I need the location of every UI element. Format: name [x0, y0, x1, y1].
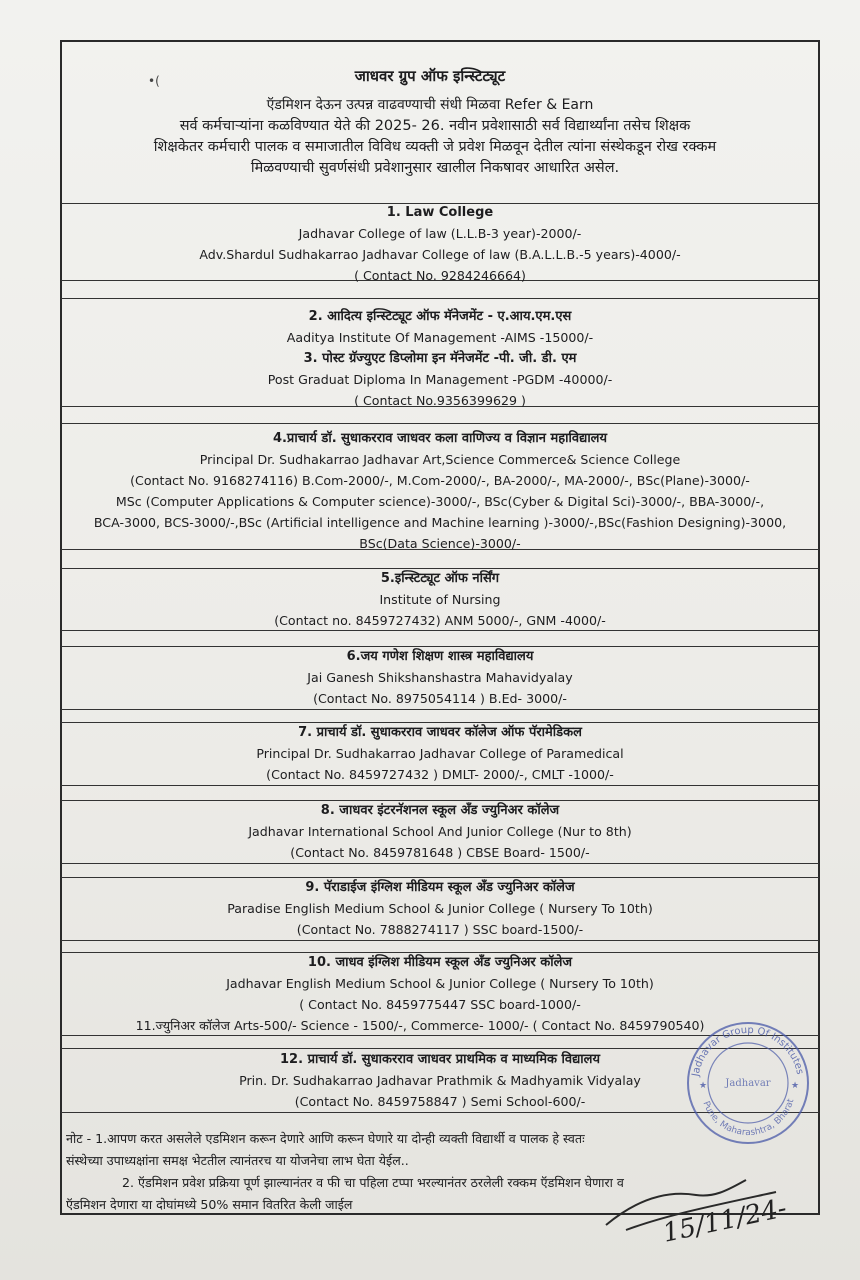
section-line: Jadhavar English Medium School & Junior College ( Nursery To 10th) — [226, 976, 654, 991]
section-line: (Contact no. 8459727432) ANM 5000/-, GNM -4000/- — [274, 613, 606, 628]
signature-date: 15/11/24- — [660, 1193, 790, 1249]
section-line: 11.ज्युनिअर कॉलेज Arts-500/- Science - 1500/-, Commerce- 1000/- ( Contact No. 8459790540) — [135, 1018, 705, 1033]
note-line: संस्थेच्या उपाध्यक्षांना समक्ष भेटतील त्यानंतरच या योजनेचा लाभ घेता येईल.. — [66, 1153, 409, 1168]
section-line: ( Contact No. 8459775447 SSC board-1000/- — [299, 997, 581, 1012]
section-line: (Contact No. 9168274116) B.Com-2000/-, M.Com-2000/-, BA-2000/-, MA-2000/-, BSc(Plane)-3000/- — [130, 473, 750, 488]
section-subtitle: 3. पोस्ट ग्रॅज्युएट डिप्लोमा इन मॅनेजमेंट -पी. जी. डी. एम — [303, 351, 577, 366]
section-aims-pgdm — [61, 306, 819, 411]
section-line: (Contact No. 8459758847 ) Semi School-600/- — [294, 1094, 586, 1109]
section-line: BCA-3000, BCS-3000/-,BSc (Artificial intelligence and Machine learning )-3000/-,BSc(Fashion Designing)-3000, — [93, 515, 787, 530]
section-line: (Contact No. 8459727432 ) DMLT- 2000/-, CMLT -1000/- — [266, 767, 614, 782]
section-b-ed — [61, 646, 819, 709]
section-title: 9. पॅराडाईज इंग्लिश मीडियम स्कूल अँड ज्युनिअर कॉलेज — [305, 880, 575, 895]
section-title: 5.इन्स्टिट्यूट ऑफ नर्सिंग — [380, 571, 500, 586]
star-icon: ★ — [791, 1081, 800, 1091]
section-title: 2. आदित्य इन्स्टिट्यूट ऑफ मॅनेजमेंट - ए.आय.एम.एस — [308, 309, 572, 324]
stamp-place: Pune, Maharashtra, Bharat — [700, 1097, 797, 1139]
star-icon: ★ — [699, 1081, 708, 1091]
section-line: Jai Ganesh Shikshanshastra Mahavidyalay — [307, 670, 573, 685]
section-line: Principal Dr. Sudhakarrao Jadhavar Art,Science Commerce& Science College — [199, 452, 681, 467]
divider — [61, 423, 819, 424]
intro-paragraph — [90, 116, 780, 179]
section-line: Aaditya Institute Of Management -AIMS -15000/- — [286, 330, 594, 345]
document-subtitle: ऍडमिशन देऊन उत्पन्न वाढवण्याची संधी मिळवा Refer & Earn — [266, 97, 594, 113]
intro-line: सर्व कर्मचाऱ्यांना कळविण्यात येते की 2025- 26. नवीन प्रवेशासाठी सर्व विद्यार्थ्यांना तसेच शिक्षक — [179, 118, 691, 134]
divider — [61, 940, 819, 941]
section-title: 6.जय गणेश शिक्षण शास्त्र महाविद्यालय — [346, 649, 534, 664]
section-line: Jadhavar International School And Junior College (Nur to 8th) — [248, 824, 632, 839]
section-line: Institute of Nursing — [379, 592, 501, 607]
document-title: जाधवर ग्रुप ऑफ इन्स्टिट्यूट — [354, 67, 506, 85]
section-line: Post Graduat Diploma In Management -PGDM -40000/- — [267, 372, 613, 387]
section-international-school — [61, 800, 819, 863]
note-line: 2. ऍडमिशन प्रवेश प्रक्रिया पूर्ण झाल्यानंतर व फी चा पहिला टप्पा भरल्यानंतर ठरलेली रक्कम ऍडमिशन घेणारा व — [122, 1175, 624, 1190]
stamp-text: Jadhavar Group Of Institutes — [690, 1024, 806, 1078]
section-line: (Contact No. 7888274117 ) SSC board-1500/- — [296, 922, 584, 937]
stray-mark: •( — [148, 74, 160, 88]
section-paradise-school — [61, 877, 819, 940]
divider — [61, 709, 819, 710]
divider — [61, 863, 819, 864]
note-line: नोट - 1.आपण करत असलेले एडमिशन करून देणारे आणि करून घेणारे या दोन्ही व्यक्ती विद्यार्थी व पालक हे स्वतः — [66, 1131, 585, 1146]
section-line: BSc(Data Science)-3000/- — [359, 536, 521, 551]
section-title: 4.प्राचार्य डॉ. सुधाकरराव जाधवर कला वाणिज्य व विज्ञान महाविद्यालय — [272, 431, 608, 446]
institute-stamp — [683, 1018, 813, 1148]
section-line: Jadhavar College of law (L.L.B-3 year)-2000/- — [298, 226, 582, 241]
divider — [61, 785, 819, 786]
section-line: Prin. Dr. Sudhakarrao Jadhavar Prathmik & Madhyamik Vidyalay — [239, 1073, 641, 1088]
section-line: (Contact No. 8459781648 ) CBSE Board- 1500/- — [290, 845, 590, 860]
section-title: 1. Law College — [386, 205, 494, 220]
section-paramedical — [61, 722, 819, 785]
section-line: ( Contact No.9356399629 ) — [354, 393, 526, 408]
section-nursing — [61, 568, 819, 631]
note-line: ऍडमिशन देणारा या दोघांमध्ये 50% समान वितरित केली जाईल — [66, 1197, 353, 1212]
section-arts-science-commerce — [61, 428, 819, 554]
divider — [61, 298, 819, 299]
section-title: 7. प्राचार्य डॉ. सुधाकरराव जाधवर कॉलेज ऑफ पॅरामेडिकल — [298, 725, 582, 740]
section-title: 8. जाधवर इंटरनॅशनल स्कूल अँड ज्युनिअर कॉलेज — [320, 803, 560, 818]
section-line: Principal Dr. Sudhakarrao Jadhavar College of Paramedical — [256, 746, 624, 761]
intro-line: शिक्षकेतर कर्मचारी पालक व समाजातील विविध व्यक्ती जे प्रवेश मिळवून देतील त्यांना संस्थेकडून रोख रक्कम — [153, 139, 717, 155]
stamp-logo: Jadhavar — [725, 1078, 771, 1089]
section-line: ( Contact No. 9284246664) — [354, 268, 526, 283]
section-title: 12. प्राचार्य डॉ. सुधाकरराव जाधवर प्राथमिक व माध्यमिक विद्यालय — [280, 1052, 600, 1067]
section-line: (Contact No. 8975054114 ) B.Ed- 3000/- — [313, 691, 567, 706]
section-line: Paradise English Medium School & Junior College ( Nursery To 10th) — [227, 901, 653, 916]
intro-line: मिळवण्याची सुवर्णसंधी प्रवेशानुसार खालील निकषावर आधारित असेल. — [250, 160, 620, 176]
section-line: Adv.Shardul Sudhakarrao Jadhavar College of law (B.A.L.L.B.-5 years)-4000/- — [199, 247, 681, 262]
section-line: MSc (Computer Applications & Computer science)-3000/-, BSc(Cyber & Digital Sci)-3000/-, BBA-3000/-, — [115, 494, 765, 509]
section-law-college — [61, 202, 819, 286]
section-title: 10. जाधव इंग्लिश मीडियम स्कूल अँड ज्युनिअर कॉलेज — [307, 955, 573, 970]
